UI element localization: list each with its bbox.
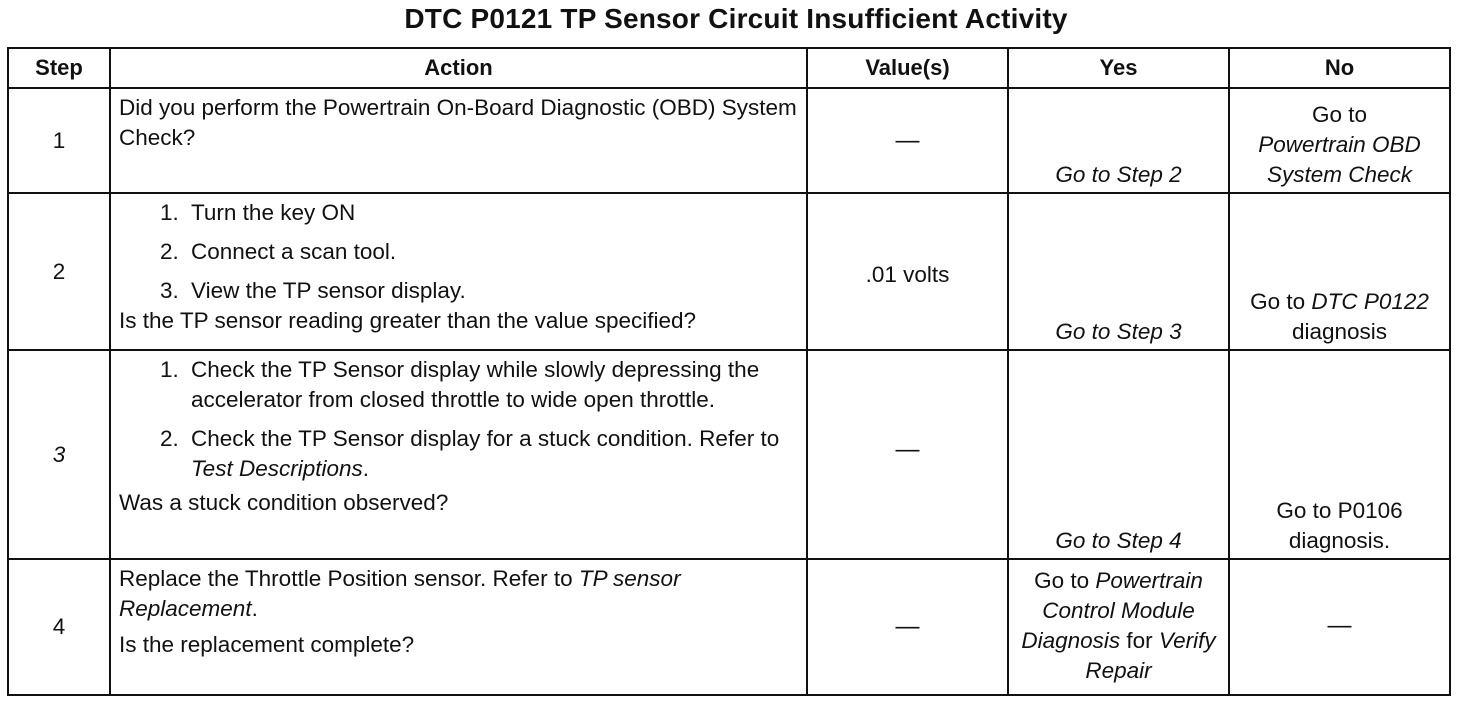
- no-suffix: diagnosis: [1291, 319, 1388, 344]
- yes-text: [1019, 566, 1219, 686]
- action-text: Did you perform the Powertrain On-Board Diagnostic (OBD) System Check?: [119, 95, 797, 150]
- action-cell: [110, 559, 807, 695]
- action-list: [119, 355, 800, 484]
- action-text: Replace the Throttle Position sensor. Refer to TP sensor Replacement.: [119, 566, 681, 621]
- action-list-item: 2. Check the TP Sensor display for a stuck condition. Refer to Test Descriptions.: [185, 424, 800, 484]
- yes-cell: [1008, 559, 1229, 695]
- header-step: Step: [8, 48, 110, 88]
- yes-link: Powertrain Control Module Diagnosis: [1021, 568, 1203, 653]
- header-values: Value(s): [807, 48, 1008, 88]
- header-yes: Yes: [1008, 48, 1229, 88]
- action-item-link: Test Descriptions: [191, 456, 363, 481]
- action-link: TP sensor Replacement: [119, 566, 681, 621]
- action-list-item: 2. Connect a scan tool.: [185, 237, 800, 267]
- no-cell: [1229, 88, 1450, 193]
- value-text: —: [895, 435, 920, 463]
- no-link: Powertrain OBD System Check: [1258, 132, 1421, 187]
- step-number: 4: [8, 559, 110, 695]
- no-prefix: Go to: [1311, 102, 1368, 127]
- table-row: [8, 350, 1450, 559]
- value-cell: [807, 88, 1008, 193]
- table-header-row: [8, 48, 1450, 88]
- step-number: 1: [8, 88, 110, 193]
- no-text: [1230, 287, 1449, 317]
- yes-text: Go to Step 3: [1055, 319, 1182, 344]
- action-list-item: 1. Turn the key ON: [185, 198, 800, 228]
- action-list: [119, 198, 800, 306]
- action-cell: [110, 88, 807, 193]
- value-text: —: [895, 613, 920, 640]
- yes-text: Go to Step 4: [1055, 528, 1182, 553]
- action-question: Is the replacement complete?: [119, 632, 415, 657]
- no-link: DTC P0122: [1311, 289, 1429, 314]
- action-question: Is the TP sensor reading greater than the value specified?: [119, 308, 697, 333]
- diagnostic-table: [7, 47, 1451, 696]
- page-title: DTC P0121 TP Sensor Circuit Insufficient Activity: [404, 3, 1068, 34]
- no-cell: [1229, 350, 1450, 559]
- value-text: —: [895, 126, 920, 154]
- yes-cell: [1008, 88, 1229, 193]
- value-cell: [807, 350, 1008, 559]
- table-row: [8, 88, 1450, 193]
- action-text-plain: Replace the Throttle Position sensor. Refer to: [119, 566, 573, 591]
- no-text: Go to P0106 diagnosis.: [1276, 498, 1403, 553]
- yes-mid: for: [1126, 628, 1153, 653]
- yes-link-2: Verify Repair: [1085, 628, 1216, 683]
- action-cell: [110, 350, 807, 559]
- no-cell: [1229, 559, 1450, 695]
- action-question: Was a stuck condition observed?: [119, 490, 449, 515]
- table-row: [8, 559, 1450, 695]
- value-cell: [807, 193, 1008, 350]
- yes-cell: [1008, 193, 1229, 350]
- action-item-text: Check the TP Sensor display for a stuck condition. Refer to: [191, 426, 780, 451]
- header-action: Action: [110, 48, 807, 88]
- action-cell: [110, 193, 807, 350]
- value-cell: [807, 559, 1008, 695]
- yes-prefix: Go to: [1034, 568, 1090, 593]
- action-list-item: 1. Check the TP Sensor display while slowly depressing the accelerator from closed throttle to wide open throttle.: [185, 355, 800, 415]
- no-text: —: [1327, 612, 1352, 639]
- step-number: 2: [8, 193, 110, 350]
- header-no: No: [1229, 48, 1450, 88]
- yes-cell: [1008, 350, 1229, 559]
- value-text: .01 volts: [865, 262, 950, 287]
- no-prefix: Go to: [1250, 289, 1306, 314]
- action-list-item: 3. View the TP sensor display.: [185, 276, 800, 306]
- no-cell: [1229, 193, 1450, 350]
- yes-text: Go to Step 2: [1055, 162, 1182, 187]
- step-number: 3: [8, 350, 110, 559]
- table-row: [8, 193, 1450, 350]
